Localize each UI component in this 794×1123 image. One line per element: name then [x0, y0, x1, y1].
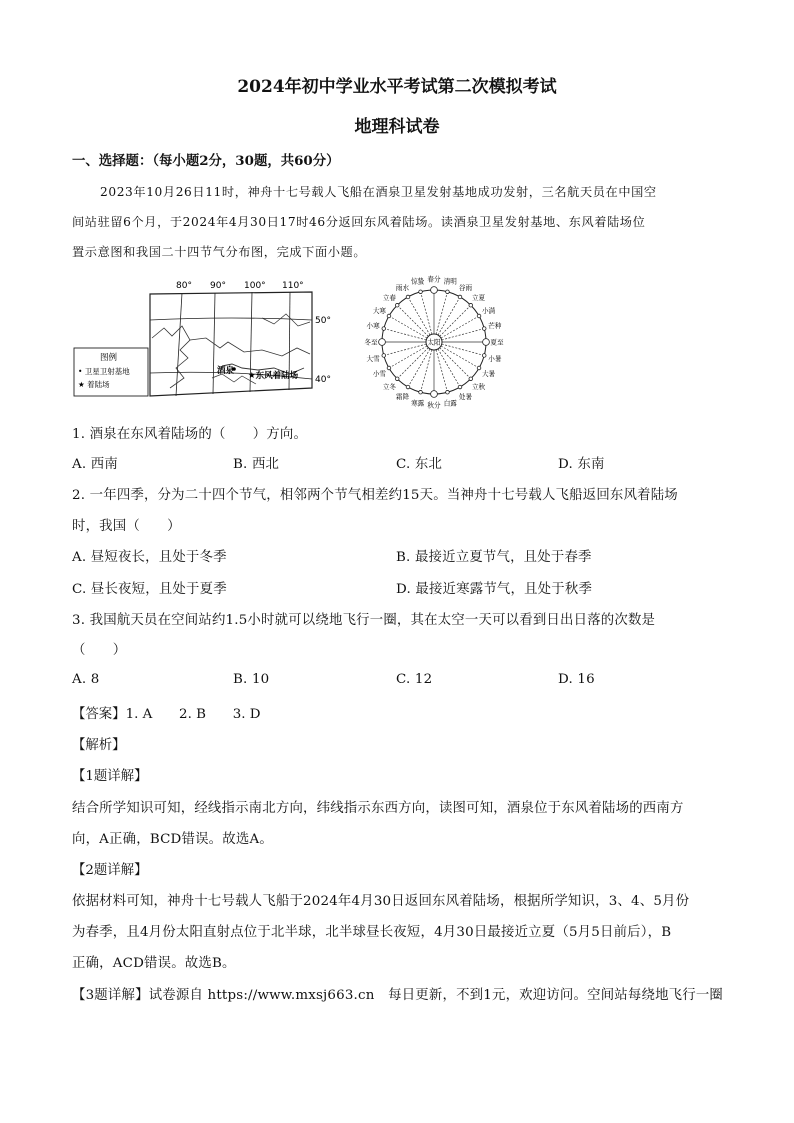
detail-3-row [72, 984, 723, 1003]
q2-option-c: C. 昼长夜短，且处于夏季 [72, 582, 227, 597]
term-point [382, 327, 386, 331]
term-point [387, 366, 391, 370]
term-ray [440, 348, 471, 379]
term-point [395, 377, 399, 381]
page-subtitle: 地理科试卷 [354, 117, 440, 137]
term-label: 大雪 [366, 354, 380, 363]
legend-launch-base: • 卫星卫射基地 [78, 367, 130, 376]
term-point [469, 377, 473, 381]
q1-option-c: C. 东北 [396, 457, 443, 472]
q1-stem: 1. 酒泉在东风着陆场的（ ）方向。 [72, 427, 308, 442]
term-point [382, 354, 386, 358]
term-label: 小满 [481, 307, 496, 315]
term-point [379, 339, 386, 346]
term-label: 春分 [427, 275, 441, 284]
q1-option-d: D. 东南 [558, 457, 605, 472]
term-point [419, 290, 423, 294]
term-label: 立冬 [382, 383, 397, 392]
term-point [446, 290, 450, 294]
term-label: 立秋 [471, 383, 486, 392]
term-label: 夏至 [490, 338, 504, 347]
lat-label-40: 40° [315, 375, 331, 385]
place-jiuquan: 酒泉 [217, 366, 235, 376]
term-point [477, 314, 481, 318]
term-label: 雨水 [395, 283, 410, 292]
detail-2-label: 【2题详解】 [72, 863, 148, 878]
term-point [482, 327, 486, 331]
place-dongfeng: ★东风着陆场 [248, 371, 299, 381]
term-ray [397, 348, 428, 379]
q3-option-b: B. 10 [233, 672, 270, 687]
detail-1-line-2: 向，A正确，BCD错误。故选A。 [72, 832, 273, 847]
sun-label: 太阳 [427, 338, 441, 347]
term-point [483, 339, 490, 346]
term-point [431, 391, 438, 398]
q2-option-d: D. 最接近寒露节气，且处于秋季 [396, 582, 593, 597]
term-point [469, 303, 473, 307]
term-label: 谷雨 [458, 283, 473, 292]
term-label: 大寒 [372, 307, 387, 315]
term-label: 霜降 [395, 393, 410, 402]
detail-3-label: 【3题详解】 [72, 988, 149, 1003]
term-label: 清明 [443, 277, 457, 286]
term-point [387, 314, 391, 318]
location-map [72, 278, 342, 410]
term-point [458, 295, 462, 299]
term-ray [440, 305, 471, 336]
lat-label-50: 50° [315, 316, 331, 326]
term-label: 小雪 [372, 370, 387, 378]
answer-row [72, 703, 260, 722]
q3-stem-line-2: （ ） [72, 643, 127, 658]
legend-landing-site: ★ 着陆场 [78, 380, 110, 389]
lon-label-100: 100° [244, 281, 266, 291]
detail-1-line-1: 结合所学知识可知，经线指示南北方向，纬线指示东西方向，读图可知，酒泉位于东风着陆场的西南方 [72, 801, 684, 816]
detail-1-label: 【1题详解】 [72, 769, 148, 784]
term-point [446, 390, 450, 394]
detail-3-line: 试卷源自 https://www.mxsj663.cn 每日更新，不到1元，欢迎访问。空间站每绕地飞行一圈 [148, 988, 724, 1003]
q3-stem-line-1: 3. 我国航天员在空间站约1.5小时就可以绕地飞行一圈，其在太空一天可以看到日出日落的次数是 [72, 613, 656, 628]
term-label: 立春 [382, 293, 397, 302]
q2-option-a: A. 昼短夜长，且处于冬季 [72, 550, 227, 565]
q1-option-a: A. 西南 [72, 457, 118, 472]
intro-line-3: 置示意图和我国二十四节气分布图，完成下面小题。 [72, 245, 367, 259]
q3-option-a: A. 8 [72, 672, 100, 687]
term-point [458, 385, 462, 389]
q2-stem-line-2: 时，我国（ ） [72, 519, 181, 534]
term-point [395, 303, 399, 307]
term-ray [397, 305, 428, 336]
section-heading: 一、选择题：（每小题2分，30题，共60分） [72, 153, 340, 169]
intro-line-1: 2023年10月26日11时，神舟十七号载人飞船在酒泉卫星发射基地成功发射，三名航天员在中国空 [100, 185, 657, 199]
intro-line-2: 间站驻留6个月，于2024年4月30日17时46分返回东风着陆场。读酒泉卫星发射基地、东风着陆场位 [72, 215, 646, 229]
term-label: 芒种 [488, 322, 502, 331]
term-point [406, 295, 410, 299]
term-point [406, 385, 410, 389]
page-title: 2024年初中学业水平考试第二次模拟考试 [237, 77, 557, 97]
term-label: 秋分 [427, 401, 441, 410]
term-label: 小寒 [366, 322, 380, 331]
term-label: 惊蛰 [411, 277, 425, 286]
term-label: 处暑 [458, 393, 473, 402]
term-point [482, 354, 486, 358]
q2-stem-line-1: 2. 一年四季，分为二十四个节气，相邻两个节气相差约15天。当神舟十七号载人飞船返回东风着陆场 [72, 488, 678, 503]
term-point [477, 366, 481, 370]
term-point [419, 390, 423, 394]
term-label: 寒露 [411, 399, 425, 408]
answer-text: 1. A 2. B 3. D [125, 707, 261, 722]
answer-label: 【答案】 [72, 707, 126, 722]
q1-option-b: B. 西北 [233, 457, 280, 472]
term-label: 冬至 [364, 338, 378, 347]
detail-2-line-3: 正确，ACD错误。故选B。 [72, 956, 236, 971]
q2-option-b: B. 最接近立夏节气，且处于春季 [396, 550, 592, 565]
q3-option-d: D. 16 [558, 672, 595, 687]
term-label: 大暑 [481, 370, 496, 378]
term-label: 立夏 [471, 293, 486, 302]
detail-2-line-2: 为春季，且4月份太阳直射点位于北半球，北半球昼长夜短，4月30日最接近立夏（5月5日前后），B [72, 925, 672, 940]
lon-label-90: 90° [210, 281, 226, 291]
term-point [431, 287, 438, 294]
q3-option-c: C. 12 [396, 672, 433, 687]
analysis-label: 【解析】 [72, 738, 126, 753]
detail-2-line-1: 依据材料可知，神舟十七号载人飞船于2024年4月30日返回东风着陆场，根据所学知识，3、4、5月份 [72, 894, 690, 909]
term-label: 白露 [443, 399, 457, 408]
solar-terms-diagram [352, 272, 516, 412]
lon-label-80: 80° [176, 281, 192, 291]
term-label: 小暑 [488, 354, 502, 363]
lon-label-110: 110° [282, 281, 304, 291]
legend-title: 图例 [100, 353, 118, 363]
